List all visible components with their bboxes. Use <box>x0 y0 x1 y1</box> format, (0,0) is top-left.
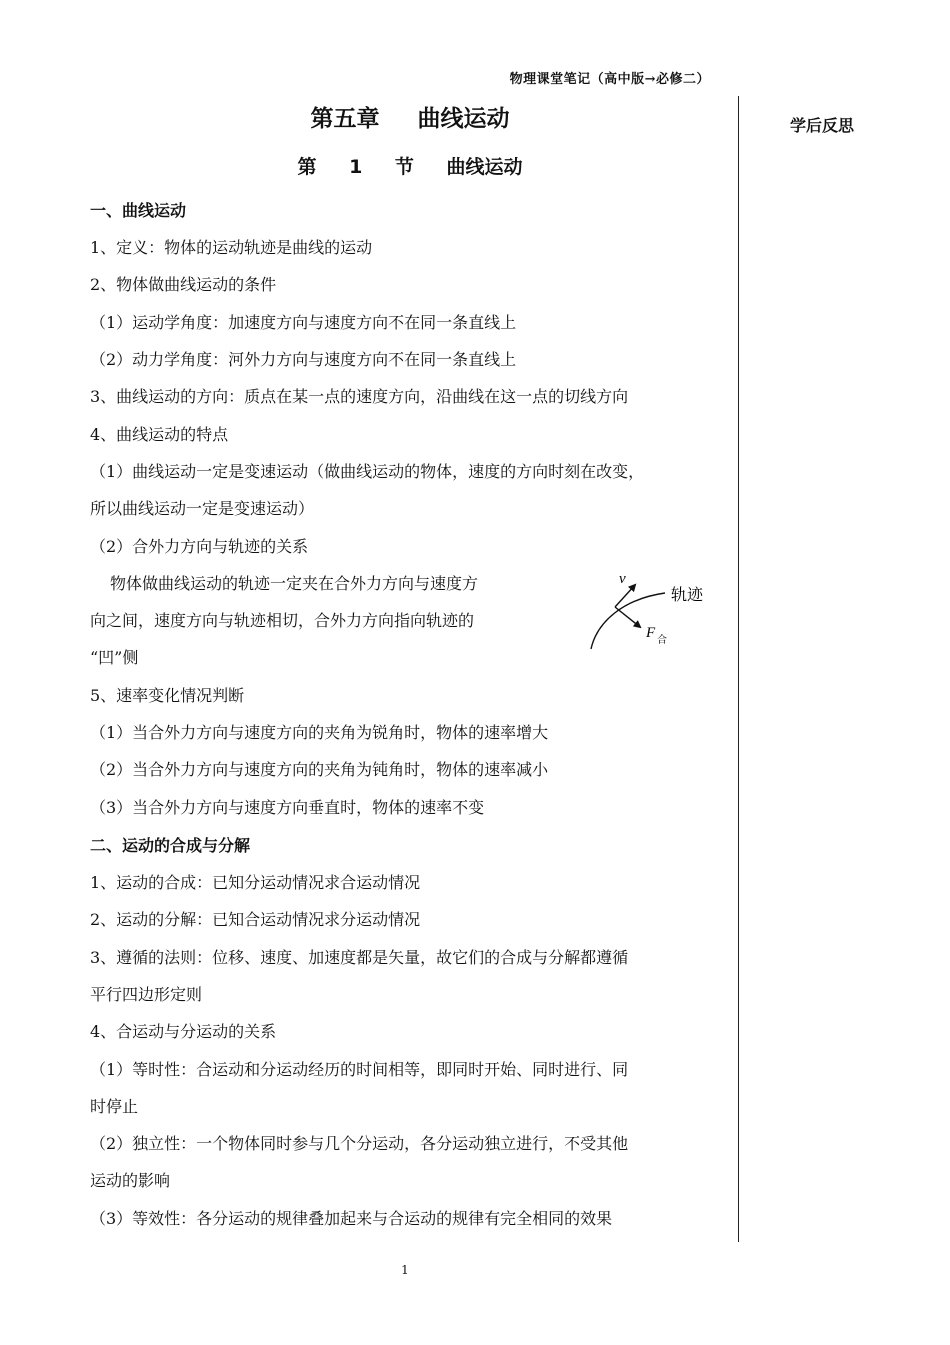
reflection-column-title: 学后反思 <box>790 116 855 135</box>
text-line: “凹”侧 <box>90 648 139 667</box>
text-line: 时停止 <box>90 1097 139 1116</box>
page-number: 1 <box>401 1263 409 1277</box>
text-line: （1）曲线运动一定是变速运动（做曲线运动的物体，速度的方向时刻在改变， <box>90 462 645 481</box>
heading-composition: 二、运动的合成与分解 <box>90 836 251 855</box>
text-line: 向之间，速度方向与轨迹相切，合外力方向指向轨迹的 <box>90 611 475 630</box>
force-label: F <box>646 625 656 641</box>
chapter-title: 第五章 曲线运动 <box>310 106 510 132</box>
trajectory-diagram <box>585 567 720 655</box>
text-line: 5、速率变化情况判断 <box>90 686 245 705</box>
text-line: 2、物体做曲线运动的条件 <box>90 275 277 294</box>
trajectory-label: 轨迹 <box>671 585 704 604</box>
text-line: （2）合外力方向与轨迹的关系 <box>90 537 309 556</box>
heading-curved-motion: 一、曲线运动 <box>90 201 187 220</box>
text-line: 1、定义：物体的运动轨迹是曲线的运动 <box>90 238 373 257</box>
text-line: （3）当合外力方向与速度方向垂直时，物体的速率不变 <box>90 798 485 817</box>
text-line: 所以曲线运动一定是变速运动） <box>90 499 315 518</box>
text-line: 3、遵循的法则：位移、速度、加速度都是矢量，故它们的合成与分解都遵循 <box>90 948 629 967</box>
section-title: 第 1 节 曲线运动 <box>297 156 523 178</box>
text-line: （1）当合外力方向与速度方向的夹角为锐角时，物体的速率增大 <box>90 723 549 742</box>
force-arrow <box>615 607 640 627</box>
text-line: 1、运动的合成：已知分运动情况求合运动情况 <box>90 873 421 892</box>
text-line: （2）独立性：一个物体同时参与几个分运动，各分运动独立进行，不受其他 <box>90 1134 629 1153</box>
text-line: 4、合运动与分运动的关系 <box>90 1022 277 1041</box>
text-line: 运动的影响 <box>90 1171 171 1190</box>
text-line: （1）等时性：合运动和分运动经历的时间相等，即同时开始、同时进行、同 <box>90 1060 629 1079</box>
header-note: 物理课堂笔记（高中版→必修二） <box>509 72 710 87</box>
text-line: 4、曲线运动的特点 <box>90 425 229 444</box>
velocity-arrow <box>615 585 635 607</box>
text-line: （1）运动学角度：加速度方向与速度方向不在同一条直线上 <box>90 313 517 332</box>
text-line: （2）动力学角度：河外力方向与速度方向不在同一条直线上 <box>90 350 517 369</box>
text-line: 平行四边形定则 <box>90 985 203 1004</box>
text-line: 2、运动的分解：已知合运动情况求分运动情况 <box>90 910 421 929</box>
text-line: 物体做曲线运动的轨迹一定夹在合外力方向与速度方 <box>110 574 479 593</box>
text-line: 3、曲线运动的方向：质点在某一点的速度方向，沿曲线在这一点的切线方向 <box>90 387 629 406</box>
text-line: （3）等效性：各分运动的规律叠加起来与合运动的规律有完全相同的效果 <box>90 1209 613 1228</box>
column-divider <box>738 96 739 1242</box>
text-line: （2）当合外力方向与速度方向的夹角为钝角时，物体的速率减小 <box>90 760 549 779</box>
force-subscript: 合 <box>657 635 667 646</box>
velocity-label: v <box>619 571 626 587</box>
